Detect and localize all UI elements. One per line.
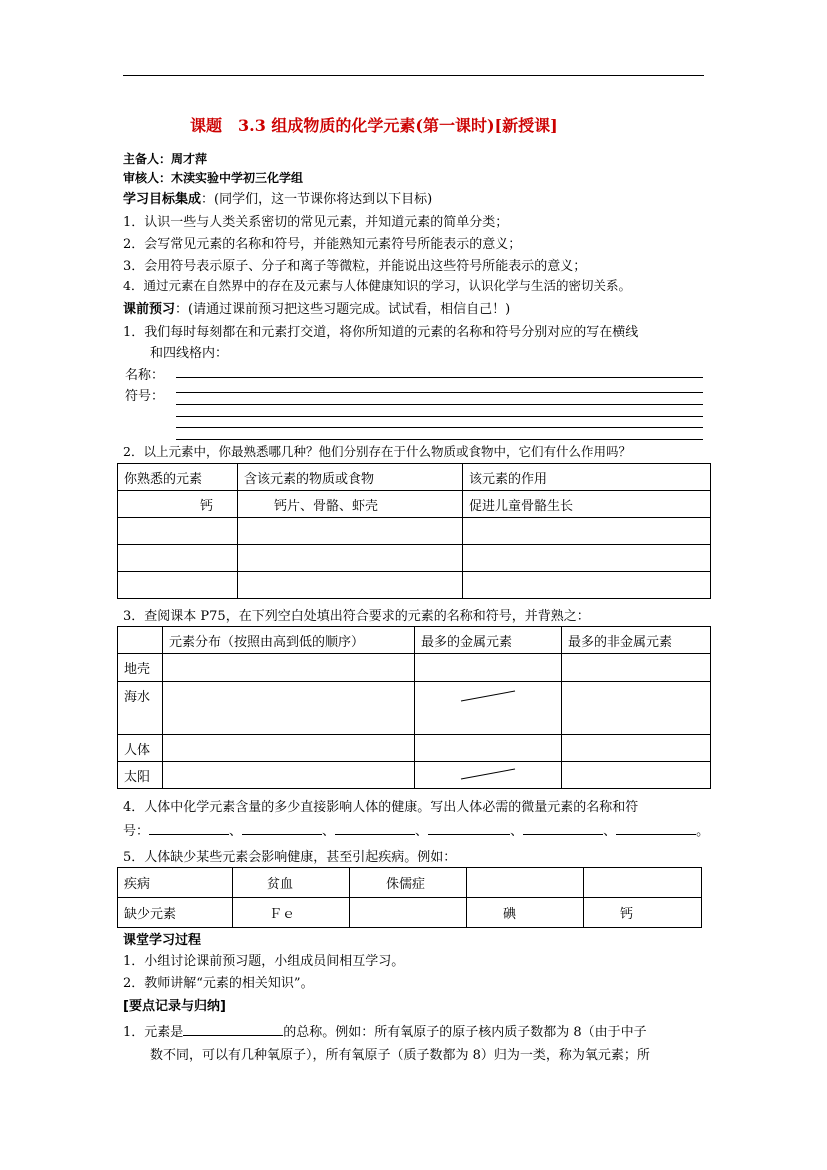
table-header-cell: 最多的金属元素 xyxy=(415,627,562,654)
table-row xyxy=(118,762,711,789)
end-mark: 。 xyxy=(696,824,710,839)
table-cell: 贫血 xyxy=(233,868,350,898)
table-header-cell: 最多的非金属元素 xyxy=(562,627,711,654)
table-cell-crossed xyxy=(415,762,562,789)
goal-item-1: 1．认识一些与人类关系密切的常见元素，并知道元素的简单分类； xyxy=(123,215,509,230)
separator: 、 xyxy=(510,824,524,839)
goals-heading: 学习目标集成 xyxy=(123,192,202,207)
table-cell[interactable] xyxy=(118,572,238,599)
notes-heading: [要点记录与归纳] xyxy=(123,999,226,1014)
table-row xyxy=(118,572,711,599)
table-row xyxy=(118,735,711,762)
separator: 、 xyxy=(229,824,243,839)
definition-line1 xyxy=(123,1021,647,1040)
table-header-cell: 疾病 xyxy=(118,868,233,898)
trace-element-blank-4[interactable] xyxy=(428,822,510,835)
table-cell[interactable] xyxy=(467,868,584,898)
table-row xyxy=(118,518,711,545)
preview-heading-line xyxy=(123,298,510,317)
classroom-item-1: 1．小组讨论课前预习题，小组成员间相互学习。 xyxy=(123,954,405,969)
classroom-heading: 课堂学习过程 xyxy=(123,933,202,948)
table-row xyxy=(118,491,711,518)
table-cell[interactable] xyxy=(463,518,711,545)
table-cell: Ｆｅ xyxy=(233,898,350,928)
table-row xyxy=(118,545,711,572)
table-header-cell: 含该元素的物质或食物 xyxy=(238,464,463,491)
table-cell: 侏儒症 xyxy=(350,868,467,898)
q4-line1: 4．人体中化学元素含量的多少直接影响人体的健康。写出人体必需的微量元素的名称和符 xyxy=(123,800,639,815)
goal-item-3: 3．会用符号表示原子、分子和离子等微粒，并能说出这些符号所能表示的意义； xyxy=(123,259,587,274)
row-label: 地壳 xyxy=(118,654,163,682)
element-distribution-table xyxy=(117,626,711,789)
table-cell[interactable] xyxy=(118,545,238,572)
classroom-item-2: 2．教师讲解“元素的相关知识”。 xyxy=(123,976,314,991)
reviewer: 审核人：木渎实验中学初三化学组 xyxy=(123,171,304,185)
table-cell[interactable] xyxy=(118,518,238,545)
preview-intro: ：(请通过课前预习把这些习题完成。试试看，相信自己！) xyxy=(175,302,511,317)
four-line-grid-5[interactable] xyxy=(176,439,703,440)
q3-text: 3．查阅课本 P75，在下列空白处填出符合要求的元素的名称和符号，并背熟之： xyxy=(123,609,590,624)
table-cell[interactable] xyxy=(584,868,702,898)
table-cell[interactable] xyxy=(350,898,467,928)
table-cell[interactable] xyxy=(463,572,711,599)
table-header-cell xyxy=(118,627,163,654)
table-row xyxy=(118,627,711,654)
diagonal-strike-mark xyxy=(459,689,519,703)
deficiency-disease-table xyxy=(117,867,702,928)
table-cell[interactable] xyxy=(238,545,463,572)
table-header-cell: 你熟悉的元素 xyxy=(118,464,238,491)
four-line-grid-2[interactable] xyxy=(176,404,703,405)
q1-line2: 和四线格内： xyxy=(150,346,229,361)
four-line-grid-4[interactable] xyxy=(176,427,703,428)
table-cell: 促进儿童骨骼生长 xyxy=(463,491,711,518)
trace-element-blank-2[interactable] xyxy=(242,822,322,835)
separator: 、 xyxy=(603,824,617,839)
table-cell[interactable] xyxy=(163,654,415,682)
trace-element-blank-5[interactable] xyxy=(523,822,603,835)
four-line-grid-1[interactable] xyxy=(176,392,703,393)
header-rule xyxy=(123,75,704,76)
q4-prefix: 号： xyxy=(123,824,150,839)
diagonal-strike-mark xyxy=(459,767,519,781)
table-cell[interactable] xyxy=(163,735,415,762)
table-cell: 钙 xyxy=(584,898,702,928)
name-line[interactable] xyxy=(176,377,703,378)
row-label: 海水 xyxy=(118,682,163,735)
table-header-cell: 元素分布（按照由高到低的顺序） xyxy=(163,627,415,654)
goal-item-2: 2．会写常见元素的名称和符号，并能熟知元素符号所能表示的意义； xyxy=(123,237,522,252)
q1-line1: 1．我们每时每刻都在和元素打交道，将你所知道的元素的名称和符号分别对应的写在横线 xyxy=(123,325,639,340)
table-cell[interactable] xyxy=(238,572,463,599)
q2-text: 2．以上元素中，你最熟悉哪几种？他们分别存在于什么物质或食物中，它们有什么作用吗？ xyxy=(123,444,631,459)
preview-heading: 课前预习 xyxy=(123,302,176,317)
preparer: 主备人：周才萍 xyxy=(123,152,208,166)
table-row xyxy=(118,464,711,491)
symbol-label: 符号： xyxy=(125,389,165,404)
table-cell[interactable] xyxy=(238,518,463,545)
page-title: 课题 3.3 组成物质的化学元素(第一课时)[新授课] xyxy=(190,116,558,135)
table-row xyxy=(118,868,702,898)
goals-intro: ：(同学们，这一节课你将达到以下目标) xyxy=(201,192,433,207)
table-row xyxy=(118,898,702,928)
definition-end: 的总称。例如：所有氧原子的原子核内质子数都为 8（由于中子 xyxy=(283,1025,647,1040)
table-cell[interactable] xyxy=(415,735,562,762)
table-row xyxy=(118,654,711,682)
row-label: 人体 xyxy=(118,735,163,762)
table-cell[interactable] xyxy=(415,654,562,682)
table-cell[interactable] xyxy=(562,654,711,682)
table-cell: 钙片、骨骼、虾壳 xyxy=(238,491,463,518)
familiar-elements-table xyxy=(117,463,711,599)
trace-element-blank-3[interactable] xyxy=(335,822,415,835)
q4-line2 xyxy=(123,820,709,839)
goals-heading-line xyxy=(123,188,432,207)
table-cell[interactable] xyxy=(463,545,711,572)
trace-element-blank-1[interactable] xyxy=(149,822,229,835)
table-cell-crossed xyxy=(415,682,562,735)
table-cell: 碘 xyxy=(467,898,584,928)
name-label: 名称： xyxy=(125,368,165,383)
definition-start: 1．元素是 xyxy=(123,1025,184,1040)
separator: 、 xyxy=(322,824,336,839)
row-label: 太阳 xyxy=(118,762,163,789)
table-header-cell: 缺少元素 xyxy=(118,898,233,928)
four-line-grid-3[interactable] xyxy=(176,416,703,417)
table-header-cell: 该元素的作用 xyxy=(463,464,711,491)
table-cell[interactable] xyxy=(163,682,415,735)
separator: 、 xyxy=(415,824,429,839)
table-row xyxy=(118,682,711,735)
definition-line2: 数不同，可以有几种氧原子），所有氧原子（质子数都为 8）归为一类，称为氧元素；所 xyxy=(150,1048,650,1063)
definition-blank[interactable] xyxy=(183,1023,283,1036)
table-cell[interactable] xyxy=(163,762,415,789)
q5-text: 5．人体缺少某些元素会影响健康，甚至引起疾病。例如： xyxy=(123,850,457,865)
goal-item-4: 4．通过元素在自然界中的存在及元素与人体健康知识的学习，认识化学与生活的密切关系。 xyxy=(123,278,631,293)
table-cell[interactable] xyxy=(562,682,711,735)
table-cell[interactable] xyxy=(562,762,711,789)
trace-element-blank-6[interactable] xyxy=(616,822,696,835)
table-cell[interactable] xyxy=(562,735,711,762)
table-cell: 钙 xyxy=(118,491,238,518)
